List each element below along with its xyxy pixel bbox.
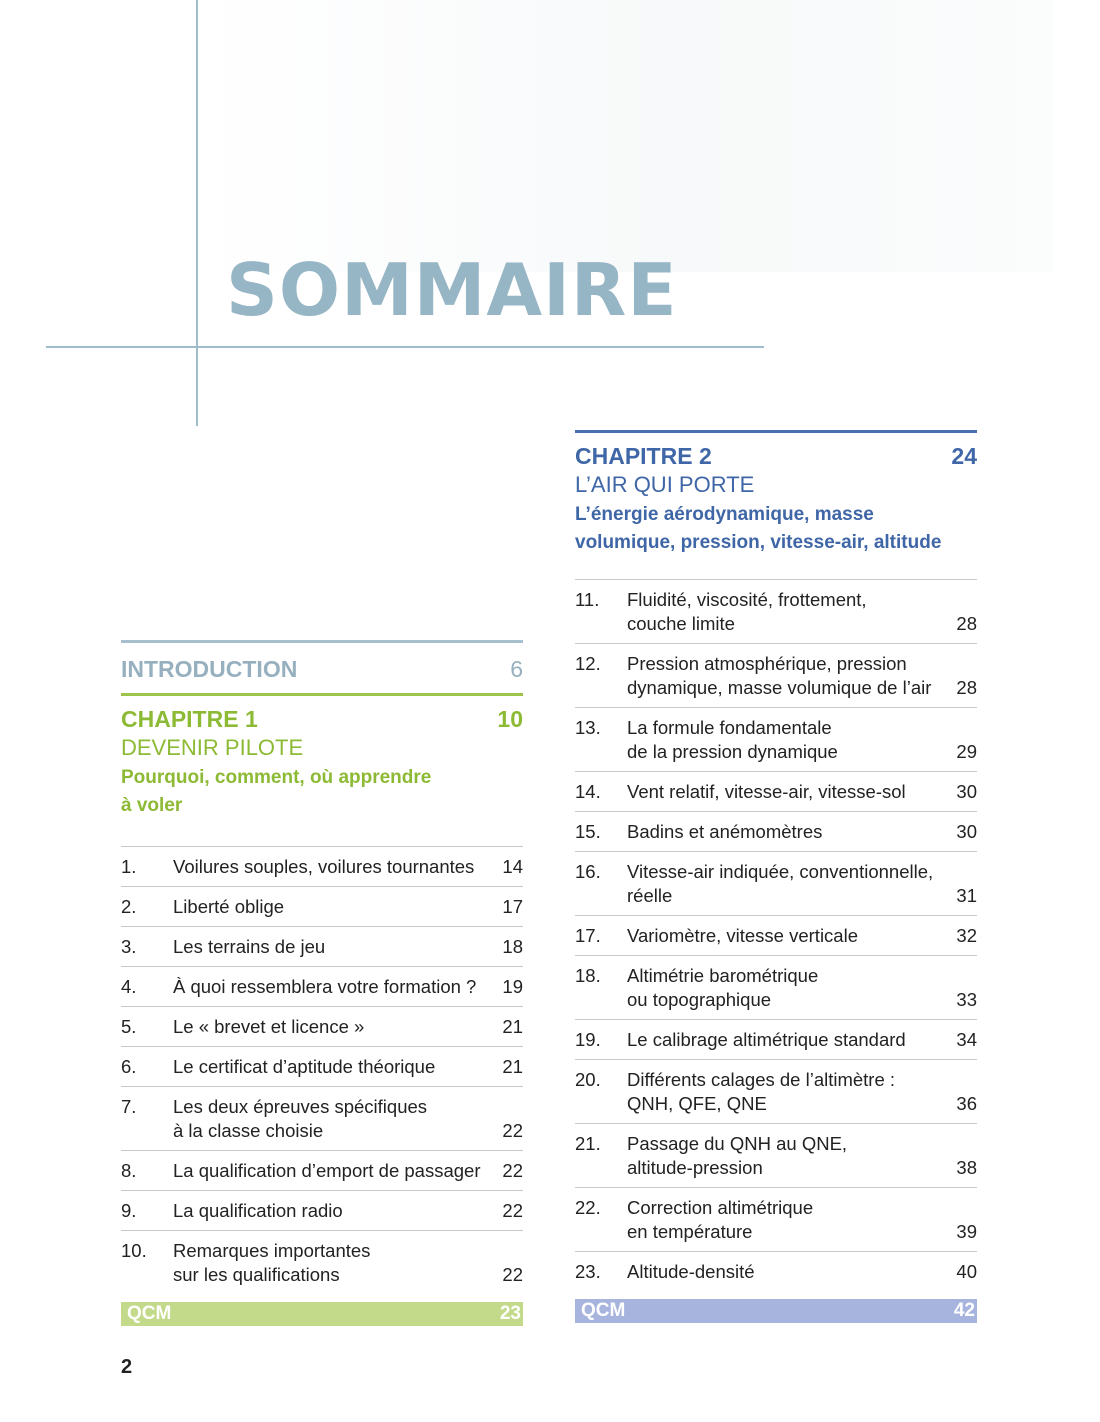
toc-entry-number: 2. <box>121 896 137 917</box>
chapter-2-page: 24 <box>951 443 977 469</box>
chapter-1-heading: CHAPITRE 1 <box>121 706 258 732</box>
toc-entry-number: 19. <box>575 1029 601 1050</box>
toc-entry[interactable] <box>121 1007 523 1047</box>
toc-entry-number: 17. <box>575 925 601 946</box>
introduction-entry[interactable] <box>121 640 523 693</box>
toc-entry-page: 30 <box>956 821 977 842</box>
toc-entry[interactable] <box>575 644 977 708</box>
toc-entry[interactable] <box>121 1087 523 1151</box>
toc-entry-number: 20. <box>575 1069 601 1090</box>
toc-entry-page: 21 <box>502 1056 523 1077</box>
page-number: 2 <box>121 1356 133 1378</box>
introduction-label: INTRODUCTION <box>121 655 298 682</box>
toc-entry-number: 23. <box>575 1261 601 1282</box>
chapter-1-qcm[interactable] <box>121 1302 523 1326</box>
toc-entry[interactable] <box>575 1060 977 1124</box>
page-title: SOMMAIRE <box>226 248 678 332</box>
toc-entry-label: Remarques importantes sur les qualifications <box>173 1240 371 1285</box>
toc-entry[interactable] <box>575 1252 977 1291</box>
chapter-1-list <box>121 846 523 1294</box>
toc-entry-number: 18. <box>575 965 601 986</box>
toc-entry-label: Vent relatif, vitesse-air, vitesse-sol <box>627 781 906 802</box>
toc-entry-number: 10. <box>121 1240 147 1261</box>
qcm-label: QCM <box>127 1303 172 1324</box>
toc-entry-label: Voilures souples, voilures tournantes <box>173 856 475 877</box>
toc-entry-page: 28 <box>956 677 977 698</box>
toc-entry-page: 40 <box>956 1261 977 1282</box>
toc-entry-number: 15. <box>575 821 601 842</box>
toc-entry[interactable] <box>575 772 977 812</box>
chapter-2-subtitle: L’énergie aérodynamique, masse volumique, pression, vitesse-air, altitude <box>575 504 942 553</box>
toc-entry-label: Fluidité, viscosité, frottement, couche limite <box>627 589 867 634</box>
toc-entry-page: 32 <box>956 925 977 946</box>
toc-entry-label: Liberté oblige <box>173 896 285 917</box>
toc-entry-page: 28 <box>956 613 977 634</box>
toc-entry-page: 36 <box>956 1093 977 1114</box>
toc-entry-label: Variomètre, vitesse verticale <box>627 925 858 946</box>
chapter-2-header[interactable] <box>575 430 977 557</box>
toc-entry-number: 8. <box>121 1160 137 1181</box>
toc-entry[interactable] <box>121 967 523 1007</box>
chapter-2-list <box>575 579 977 1291</box>
toc-entry-page: 19 <box>502 976 523 997</box>
toc-entry-number: 11. <box>575 589 600 610</box>
toc-entry-label: Vitesse-air indiquée, conventionnelle, réelle <box>627 861 934 906</box>
toc-entry-label: Le « brevet et licence » <box>173 1016 365 1037</box>
toc-entry[interactable] <box>575 708 977 772</box>
toc-entry[interactable] <box>121 1191 523 1231</box>
chapter-2-qcm[interactable] <box>575 1299 977 1323</box>
toc-entry-label: Les terrains de jeu <box>173 936 326 957</box>
qcm-label: QCM <box>581 1300 626 1321</box>
toc-entry[interactable] <box>121 887 523 927</box>
toc-entry-number: 14. <box>575 781 601 802</box>
toc-entry-label: Badins et anémomètres <box>627 821 823 842</box>
horizontal-rule <box>46 346 764 348</box>
toc-entry[interactable] <box>121 1231 523 1294</box>
toc-entry-page: 14 <box>502 856 523 877</box>
qcm-page: 23 <box>499 1303 521 1324</box>
toc-entry-label: La qualification radio <box>173 1200 343 1221</box>
toc-entry-page: 34 <box>956 1029 977 1050</box>
toc-entry-number: 12. <box>575 653 601 674</box>
toc-entry[interactable] <box>575 1188 977 1252</box>
toc-entry-label: Différents calages de l’altimètre : QNH, QFE, QNE <box>627 1069 896 1114</box>
toc-entry-number: 5. <box>121 1016 137 1037</box>
toc-entry-number: 13. <box>575 717 601 738</box>
toc-entry-page: 39 <box>956 1221 977 1242</box>
toc-column-left <box>121 640 523 1326</box>
header-background <box>198 0 1054 272</box>
toc-entry-page: 22 <box>502 1264 523 1285</box>
toc-entry-number: 22. <box>575 1197 601 1218</box>
toc-entry-page: 18 <box>502 936 523 957</box>
toc-entry[interactable] <box>575 812 977 852</box>
toc-entry[interactable] <box>121 1151 523 1191</box>
toc-entry-page: 21 <box>502 1016 523 1037</box>
toc-entry-number: 9. <box>121 1200 137 1221</box>
toc-entry-label: Pression atmosphérique, pression dynamique, masse volumique de l’air <box>627 653 932 698</box>
toc-entry-page: 33 <box>956 989 977 1010</box>
toc-entry-page: 17 <box>502 896 523 917</box>
toc-entry-number: 21. <box>575 1133 601 1154</box>
toc-entry[interactable] <box>575 580 977 644</box>
toc-entry[interactable] <box>575 956 977 1020</box>
toc-entry-number: 3. <box>121 936 137 957</box>
toc-entry-page: 22 <box>502 1160 523 1181</box>
toc-entry-page: 30 <box>956 781 977 802</box>
toc-entry-label: Correction altimétrique en température <box>627 1197 814 1242</box>
toc-entry-label: Altitude-densité <box>627 1261 755 1282</box>
toc-entry[interactable] <box>575 1020 977 1060</box>
chapter-2-heading: CHAPITRE 2 <box>575 443 712 469</box>
toc-entry[interactable] <box>575 1124 977 1188</box>
toc-entry-label: Le certificat d’aptitude théorique <box>173 1056 436 1077</box>
toc-entry[interactable] <box>575 916 977 956</box>
toc-entry-page: 31 <box>956 885 977 906</box>
toc-entry-page: 29 <box>956 741 977 762</box>
chapter-1-subtitle: Pourquoi, comment, où apprendre à voler <box>121 767 432 816</box>
chapter-1-page: 10 <box>497 706 523 732</box>
chapter-1-header[interactable] <box>121 693 523 820</box>
toc-entry[interactable] <box>121 847 523 887</box>
toc-entry-page: 22 <box>502 1120 523 1141</box>
toc-entry-number: 6. <box>121 1056 137 1077</box>
toc-entry-number: 16. <box>575 861 601 882</box>
toc-entry-label: Le calibrage altimétrique standard <box>627 1029 906 1050</box>
toc-entry[interactable] <box>121 1047 523 1087</box>
vertical-rule <box>196 0 198 426</box>
toc-entry-number: 7. <box>121 1096 137 1117</box>
chapter-1-name: DEVENIR PILOTE <box>121 735 304 760</box>
chapter-2-name: L’AIR QUI PORTE <box>575 472 755 497</box>
toc-entry-label: Altimétrie barométrique ou topographique <box>627 965 819 1010</box>
toc-entry-label: Passage du QNH au QNE, altitude-pression <box>627 1133 848 1178</box>
toc-entry[interactable] <box>121 927 523 967</box>
toc-entry-label: Les deux épreuves spécifiques à la classe choisie <box>173 1096 428 1141</box>
toc-entry-number: 4. <box>121 976 137 997</box>
toc-entry-label: La formule fondamentale de la pression dynamique <box>627 717 838 762</box>
toc-entry-number: 1. <box>121 856 137 877</box>
introduction-page: 6 <box>510 655 523 682</box>
toc-entry-page: 38 <box>956 1157 977 1178</box>
toc-column-right <box>575 430 977 1323</box>
toc-entry[interactable] <box>575 852 977 916</box>
toc-entry-label: À quoi ressemblera votre formation ? <box>173 976 477 997</box>
toc-entry-label: La qualification d’emport de passager <box>173 1160 481 1181</box>
toc-entry-page: 22 <box>502 1200 523 1221</box>
qcm-page: 42 <box>953 1300 975 1321</box>
